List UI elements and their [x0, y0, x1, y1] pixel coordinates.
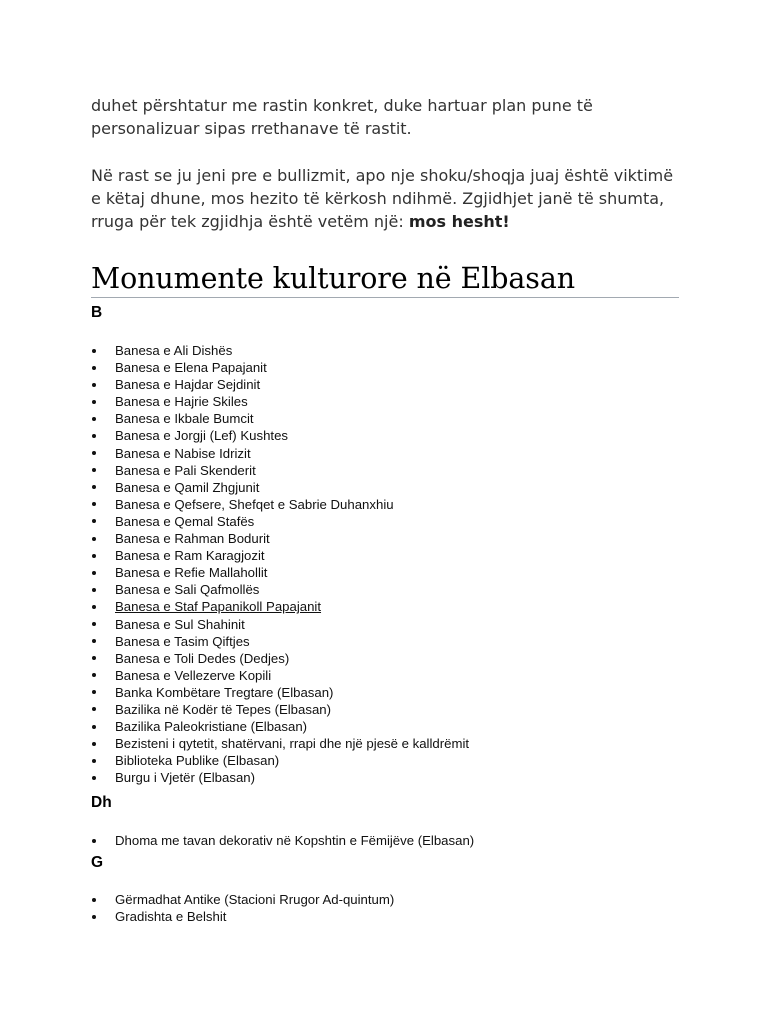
list-item-label: Banesa e Sali Qafmollës	[115, 582, 260, 598]
list-item[interactable]	[91, 650, 469, 667]
intro-paragraph-2-text: Në rast se ju jeni pre e bullizmit, apo nje shoku/shoqja juaj është viktimë e këtaj dhune, mos hezito të kërkosh ndihmë. Zgjidhjet janë të shumta, rruga për tek zgjidhja është vetëm një:	[91, 166, 674, 231]
list-item-label: Gradishta e Belshit	[115, 909, 227, 925]
list-item-label: Banesa e Toli Dedes (Dedjes)	[115, 650, 290, 666]
list-item[interactable]	[91, 598, 469, 615]
bullet-icon	[91, 908, 97, 925]
list-item-label: Dhoma me tavan dekorativ në Kopshtin e Fëmijëve (Elbasan)	[115, 833, 475, 848]
monument-list-b	[91, 342, 469, 786]
bullet-icon	[91, 769, 97, 786]
bullet-icon	[91, 735, 97, 752]
list-item[interactable]	[91, 752, 469, 769]
bullet-icon	[91, 616, 97, 633]
list-item-link[interactable]: Banesa e Staf Papanikoll Papajanit	[115, 599, 322, 615]
monument-list-dh	[91, 832, 474, 849]
bullet-icon	[91, 513, 97, 530]
bullet-icon	[91, 496, 97, 513]
list-item[interactable]	[91, 684, 469, 701]
letter-heading-dh: Dh	[91, 794, 112, 811]
bullet-icon	[91, 650, 97, 667]
list-item-label: Banesa e Elena Papajanit	[115, 360, 267, 376]
list-item[interactable]	[91, 376, 469, 393]
list-item[interactable]	[91, 616, 469, 633]
list-item[interactable]	[91, 581, 469, 598]
intro-paragraph-1	[91, 94, 679, 140]
list-item[interactable]	[91, 633, 469, 650]
list-item[interactable]	[91, 427, 469, 444]
list-item-label: Banesa e Hajdar Sejdinit	[115, 377, 261, 393]
intro-paragraph-1-text: duhet përshtatur me rastin konkret, duke hartuar plan pune të personalizuar sipas rrethanave të rastit.	[91, 96, 593, 138]
section-heading: Monumente kulturore në Elbasan	[91, 262, 679, 298]
bullet-icon	[91, 667, 97, 684]
bullet-icon	[91, 410, 97, 427]
list-item[interactable]	[91, 513, 469, 530]
bullet-icon	[91, 376, 97, 393]
bullet-icon	[91, 633, 97, 650]
letter-heading-b: B	[91, 304, 103, 321]
list-item[interactable]	[91, 718, 469, 735]
list-item[interactable]	[91, 462, 469, 479]
bullet-icon	[91, 547, 97, 564]
monument-list-g	[91, 891, 394, 925]
list-item-label: Banesa e Pali Skenderit	[115, 462, 256, 478]
bullet-icon	[91, 445, 97, 462]
bullet-icon	[91, 752, 97, 769]
list-item-label: Banesa e Qefsere, Shefqet e Sabrie Duhanxhiu	[115, 496, 394, 512]
list-item[interactable]	[91, 564, 469, 581]
bullet-icon	[91, 342, 97, 359]
bullet-icon	[91, 393, 97, 410]
list-item[interactable]	[91, 393, 469, 410]
list-item[interactable]	[91, 445, 469, 462]
list-item[interactable]	[91, 342, 469, 359]
list-item-label: Bezisteni i qytetit, shatërvani, rrapi dhe një pjesë e kalldrëmit	[115, 736, 470, 752]
bullet-icon	[91, 598, 97, 615]
list-item-label: Banesa e Ram Karagjozit	[115, 548, 265, 564]
bullet-icon	[91, 530, 97, 547]
list-item-label: Banesa e Vellezerve Kopili	[115, 667, 272, 683]
list-item-label: Banesa e Tasim Qiftjes	[115, 633, 250, 649]
bullet-icon	[91, 564, 97, 581]
list-item[interactable]	[91, 769, 469, 786]
list-item[interactable]	[91, 701, 469, 718]
list-item[interactable]	[91, 479, 469, 496]
intro-paragraph-2-emphasis: mos hesht!	[408, 212, 510, 231]
list-item[interactable]	[91, 667, 469, 684]
bullet-icon	[91, 479, 97, 496]
bullet-icon	[91, 359, 97, 376]
bullet-icon	[91, 891, 97, 908]
list-item-label: Bazilika në Kodër të Tepes (Elbasan)	[115, 701, 332, 717]
list-item-label: Biblioteka Publike (Elbasan)	[115, 753, 280, 769]
bullet-icon	[91, 427, 97, 444]
list-item-label: Banesa e Sul Shahinit	[115, 616, 245, 632]
list-item-label: Banesa e Ikbale Bumcit	[115, 411, 254, 427]
list-item-label: Banesa e Refie Mallahollit	[115, 565, 268, 581]
list-item-label: Gërmadhat Antike (Stacioni Rrugor Ad-quintum)	[115, 892, 395, 907]
list-item[interactable]	[91, 832, 474, 849]
intro-paragraph-2	[91, 164, 679, 233]
list-item-label: Banesa e Hajrie Skiles	[115, 394, 248, 410]
letter-heading-g: G	[91, 854, 104, 871]
bullet-icon	[91, 684, 97, 701]
list-item[interactable]	[91, 908, 394, 925]
list-item[interactable]	[91, 891, 394, 908]
list-item-label: Banesa e Nabise Idrizit	[115, 445, 251, 461]
bullet-icon	[91, 701, 97, 718]
list-item[interactable]	[91, 410, 469, 427]
list-item[interactable]	[91, 359, 469, 376]
list-item-label: Banesa e Ali Dishës	[115, 343, 233, 358]
list-item[interactable]	[91, 735, 469, 752]
bullet-icon	[91, 718, 97, 735]
list-item-label: Banesa e Qamil Zhgjunit	[115, 479, 260, 495]
list-item[interactable]	[91, 496, 469, 513]
bullet-icon	[91, 581, 97, 598]
list-item[interactable]	[91, 547, 469, 564]
list-item[interactable]	[91, 530, 469, 547]
list-item-label: Bazilika Paleokristiane (Elbasan)	[115, 719, 308, 735]
list-item-label: Burgu i Vjetër (Elbasan)	[115, 770, 256, 786]
list-item-label: Banesa e Rahman Bodurit	[115, 531, 270, 547]
bullet-icon	[91, 462, 97, 479]
list-item-label: Banesa e Jorgji (Lef) Kushtes	[115, 428, 288, 444]
list-item-label: Banka Kombëtare Tregtare (Elbasan)	[115, 684, 334, 700]
bullet-icon	[91, 832, 97, 849]
list-item-label: Banesa e Qemal Stafës	[115, 513, 255, 529]
